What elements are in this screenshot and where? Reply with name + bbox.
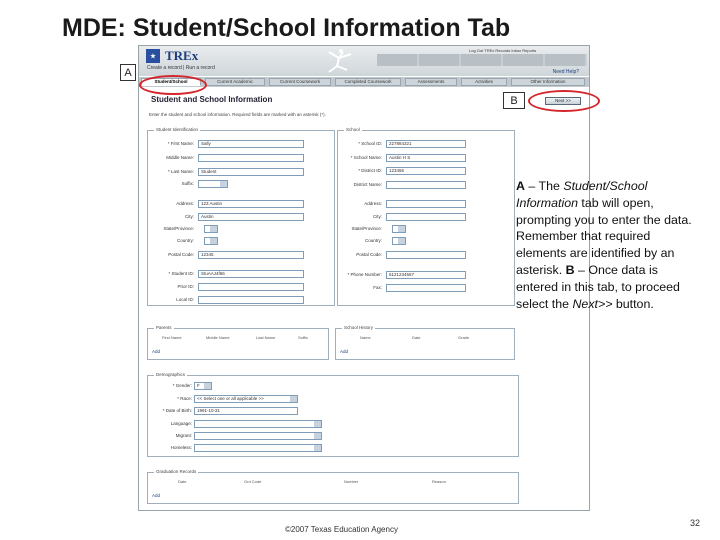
tab-completed-coursework[interactable]: Completed Coursework [335,78,401,86]
school-city-field[interactable] [386,213,466,221]
phone-label: * Phone Number: [347,272,382,277]
suffix-label: Suffix: [181,181,194,186]
local-id-label: Local ID: [176,297,194,302]
district-name-label: District Name: [353,182,382,187]
gender-select[interactable]: F [194,382,212,390]
school-postal-label: Postal Code: [356,252,382,257]
graduation-add-link[interactable]: Add [152,493,161,498]
school-history-section [335,325,515,360]
callout-b-text: – Once data is entered in this tab, to proceed select the [516,262,680,311]
dancer-graphic-icon [309,48,369,74]
graduation-col-date: Date [178,479,187,484]
country-label: Country: [176,238,194,243]
migrant-label: Migrant: [175,433,192,438]
logo-text: TREx [165,48,199,63]
school-id-label: * School ID: [358,141,382,146]
parents-add-link[interactable]: Add [152,349,161,354]
school-state-label: State/Province: [351,226,382,231]
last-name-label: * Last Name: [167,169,194,174]
section-legend: School [346,127,360,132]
language-label: Language: [170,421,192,426]
school-country-label: Country: [364,238,382,243]
next-highlight-oval [528,90,600,112]
last-name-field[interactable]: Student [198,168,304,176]
marker-a: A [120,64,136,81]
race-select[interactable]: << Select one or all applicable >> [194,395,298,403]
race-label: * Race: [177,396,192,401]
postal-label: Postal Code: [168,252,194,257]
tab-activities[interactable]: Activities [461,78,507,86]
homeless-select[interactable] [194,444,322,452]
section-legend: Student Identification [156,127,199,132]
homeless-label: Homeless: [170,445,192,450]
section-legend: Parents [156,325,172,330]
graduation-col-number: Number [344,479,359,484]
student-id-label: * Student ID: [168,271,194,276]
city-field[interactable]: Austin [198,213,304,221]
help-link[interactable]: Need Help? [552,69,579,75]
history-col-name: Name [360,335,371,340]
school-address-field[interactable] [386,200,466,208]
dob-label: * Date of Birth: [162,408,192,413]
fax-label: Fax: [373,285,382,290]
language-select[interactable] [194,420,322,428]
tab-other-information[interactable]: Other Information [511,78,585,86]
school-id-field[interactable]: 227884321 [386,140,466,148]
demographics-section [147,372,519,457]
texas-star-icon [146,49,160,63]
local-id-field[interactable] [198,296,304,304]
first-name-label: * First Name: [167,141,194,146]
section-legend: School History [344,325,374,330]
instructions: Enter the student and school information. Required fields are marked with an asterisk (*). [149,112,326,117]
tab-assessments[interactable]: Assessments [405,78,457,86]
graduation-section [147,469,519,504]
page-title: Student and School Information [151,95,273,104]
history-add-link[interactable]: Add [340,349,349,354]
trex-logo [143,49,243,73]
marker-b: B [503,92,525,109]
callout-b-end: button. [612,296,654,311]
dob-field[interactable]: 1991-10-31 [194,407,298,415]
section-legend: Graduation Records [156,469,197,474]
slide-title: MDE: Student/School Information Tab [62,14,511,42]
header-links[interactable]: Log Out TREx Records Inbox Reports [469,48,537,53]
callout-a-letter: A [516,179,525,193]
gender-label: * Gender: [172,383,192,388]
graduation-col-reason: Reason [432,479,446,484]
school-name-label: * School Name: [350,155,382,160]
phone-field[interactable]: 5121234567 [386,271,466,279]
callout-text [516,178,694,312]
school-address-label: Address: [364,201,382,206]
history-col-date: Date [412,335,421,340]
header-menu-strip [377,54,587,66]
school-country-select[interactable] [392,237,406,245]
footer-copyright: ©2007 Texas Education Agency [285,525,398,534]
suffix-select[interactable] [198,180,228,188]
prior-id-field[interactable] [198,283,304,291]
callout-b-letter: B [565,262,575,277]
middle-name-field[interactable] [198,154,304,162]
school-state-select[interactable] [392,225,406,233]
app-header [139,46,589,76]
parents-section [147,325,329,360]
page-number: 32 [690,518,701,528]
tab-student-school[interactable]: Student/School [141,78,201,86]
callout-a-dash: – The [524,179,564,193]
callout-b-button-name: Next>> [572,296,613,311]
parents-col-last-name: Last Name [256,335,276,340]
parents-col-first-name: First Name [162,335,182,340]
school-postal-field[interactable] [386,251,466,259]
district-name-field[interactable] [386,181,466,189]
school-name-field[interactable]: Austin H S [386,154,466,162]
school-section [337,127,515,306]
student-id-field[interactable]: StuAAJ4f66 [198,270,304,278]
callout-a-tab-name: Student/School Information [516,179,648,210]
school-city-label: City: [373,214,382,219]
first-name-field[interactable]: Sally [198,140,304,148]
callout-a-rest: tab will open, prompting you to enter the data. Remember that required elements are identified by an asterisk. [516,195,692,277]
section-legend: Demographics [156,372,186,377]
next-button[interactable]: Next >> [545,97,581,105]
parents-col-suffix: Suffix [298,335,308,340]
district-id-field[interactable]: 123456 [386,167,466,175]
tab-current-coursework[interactable]: Current Coursework [269,78,331,86]
district-id-label: * District ID: [358,168,382,173]
address-label: Address: [176,201,194,206]
state-label: State/Province: [163,226,194,231]
fax-field[interactable] [386,284,466,292]
prior-id-label: Prior ID: [177,284,194,289]
student-identification-section [147,127,335,306]
parents-col-middle-name: Middle Name [206,335,230,340]
country-select[interactable] [204,237,218,245]
state-select[interactable] [204,225,218,233]
middle-name-label: Middle Name: [166,155,194,160]
tab-highlight-oval [139,75,207,95]
migrant-select[interactable] [194,432,322,440]
graduation-col-code: Grd Code [244,479,262,484]
city-label: City: [185,214,194,219]
logo-subtitle: Create a record | Run a record [147,65,215,71]
history-col-grade: Grade [458,335,470,340]
postal-field[interactable]: 12345 [198,251,304,259]
tab-current-academic[interactable]: Current Academic [205,78,265,86]
address-field[interactable]: 123 Austin [198,200,304,208]
